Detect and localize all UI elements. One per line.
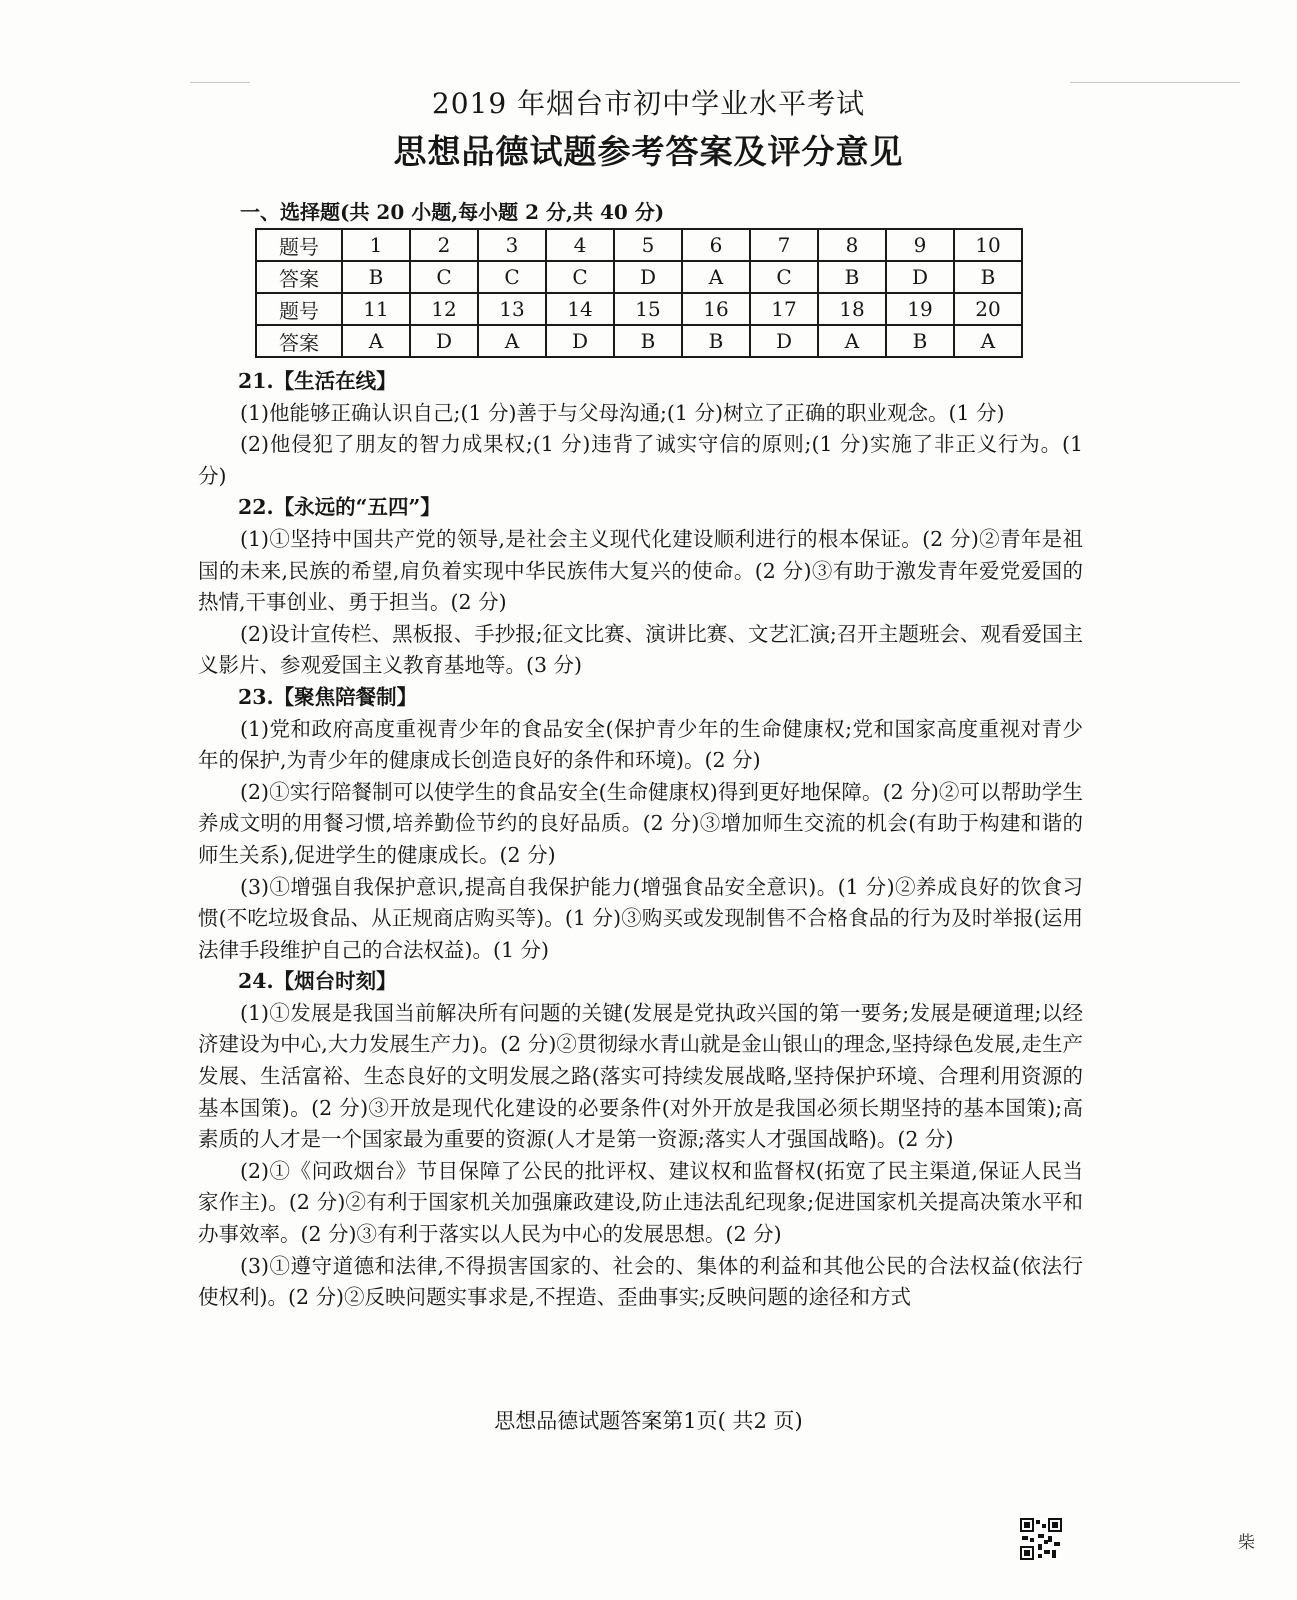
- question-23-part-1: (1)党和政府高度重视青少年的食品安全(保护青少年的生命健康权;党和国家高度重视对青少年的保护,为青少年的健康成长创造良好的条件和环境)。(2 分): [198, 716, 1083, 773]
- table-cell: 4: [546, 229, 614, 261]
- table-cell: 16: [682, 293, 750, 325]
- table-row: [256, 325, 1022, 357]
- table-cell: B: [886, 325, 954, 357]
- table-cell: A: [954, 325, 1022, 357]
- table-cell: 17: [750, 293, 818, 325]
- question-24-part-3: (3)①遵守道德和法律,不得损害国家的、社会的、集体的利益和其他公民的合法权益(依法行使权利)。(2 分)②反映问题实事求是,不捏造、歪曲事实;反映问题的途径和方式: [198, 1253, 1083, 1310]
- page-footer: 思想品德试题答案第1页( 共2 页): [494, 1409, 803, 1433]
- answer-table: [255, 228, 1023, 358]
- row-header: 答案: [256, 325, 342, 357]
- table-row: [256, 293, 1022, 325]
- table-cell: 3: [478, 229, 546, 261]
- table-cell: D: [410, 325, 478, 357]
- page-title: 2019 年烟台市初中学业水平考试: [431, 87, 866, 120]
- table-cell: B: [342, 261, 410, 293]
- question-21-part-2: (2)他侵犯了朋友的智力成果权;(1 分)违背了诚实守信的原则;(1 分)实施了非正义行为。(1 分): [198, 432, 1083, 488]
- table-cell: A: [818, 325, 886, 357]
- table-cell: 8: [818, 229, 886, 261]
- table-cell: 6: [682, 229, 750, 261]
- table-cell: D: [886, 261, 954, 293]
- question-24-heading: 24.【烟台时刻】: [238, 969, 397, 994]
- answer-body: [198, 366, 1083, 1314]
- question-24-part-2: (2)①《问政烟台》节目保障了公民的批评权、建议权和监督权(拓宽了民主渠道,保证人民当家作主)。(2 分)②有利于国家机关加强廉政建设,防止违法乱纪现象;促进国家机关提高决策水平和办事效率。(2 分)③有利于落实以人民为中心的发展思想。(2 分): [198, 1158, 1083, 1247]
- table-cell: 9: [886, 229, 954, 261]
- table-cell: B: [614, 325, 682, 357]
- table-row: [256, 261, 1022, 293]
- table-cell: 13: [478, 293, 546, 325]
- qr-code-icon: [1020, 1518, 1062, 1560]
- table-cell: 1: [342, 229, 410, 261]
- table-cell: B: [954, 261, 1022, 293]
- table-cell: 20: [954, 293, 1022, 325]
- table-cell: D: [546, 325, 614, 357]
- question-23-heading: 23.【聚焦陪餐制】: [238, 684, 418, 709]
- row-header: 答案: [256, 261, 342, 293]
- table-cell: A: [342, 325, 410, 357]
- question-21-part-1: (1)他能够正确认识自己;(1 分)善于与父母沟通;(1 分)树立了正确的职业观念。(1 分): [240, 400, 1005, 425]
- question-21-heading: 21.【生活在线】: [238, 369, 397, 393]
- table-cell: 10: [954, 229, 1022, 261]
- table-cell: A: [478, 325, 546, 357]
- page-subtitle: 思想品德试题参考答案及评分意见: [393, 132, 904, 171]
- table-cell: 19: [886, 293, 954, 325]
- table-cell: C: [750, 261, 818, 293]
- table-cell: 14: [546, 293, 614, 325]
- table-cell: C: [410, 261, 478, 293]
- table-cell: 18: [818, 293, 886, 325]
- table-cell: C: [478, 261, 546, 293]
- table-cell: 7: [750, 229, 818, 261]
- table-cell: 15: [614, 293, 682, 325]
- section-heading-multiple-choice: 一、选择题(共 20 小题,每小题 2 分,共 40 分): [240, 200, 665, 224]
- table-cell: B: [818, 261, 886, 293]
- table-cell: B: [682, 325, 750, 357]
- question-22-part-1: (1)①坚持中国共产党的领导,是社会主义现代化建设顺利进行的根本保证。(2 分)②青年是祖国的未来,民族的希望,肩负着实现中华民族伟大复兴的使命。(2 分)③有助于激发青年爱党爱国的热情,干事创业、勇于担当。(2 分): [198, 526, 1083, 615]
- table-cell: 11: [342, 293, 410, 325]
- table-cell: 5: [614, 229, 682, 261]
- row-header: 题号: [256, 229, 342, 261]
- corner-character: 柴: [1238, 1533, 1255, 1553]
- question-23-part-3: (3)①增强自我保护意识,提高自我保护能力(增强食品安全意识)。(1 分)②养成良好的饮食习惯(不吃垃圾食品、从正规商店购买等)。(1 分)③购买或发现制售不合格食品的行为及时举报(运用法律手段维护自己的合法权益)。(1 分): [198, 874, 1083, 962]
- row-header: 题号: [256, 293, 342, 325]
- table-cell: A: [682, 261, 750, 293]
- question-23-part-2: (2)①实行陪餐制可以使学生的食品安全(生命健康权)得到更好地保障。(2 分)②可以帮助学生养成文明的用餐习惯,培养勤俭节约的良好品质。(2 分)③增加师生交流的机会(有助于构建和谐的师生关系),促进学生的健康成长。(2 分): [198, 779, 1083, 867]
- table-cell: 12: [410, 293, 478, 325]
- table-cell: D: [750, 325, 818, 357]
- table-cell: C: [546, 261, 614, 293]
- table-row: [256, 229, 1022, 261]
- question-24-part-1: (1)①发展是我国当前解决所有问题的关键(发展是党执政兴国的第一要务;发展是硬道理;以经济建设为中心,大力发展生产力)。(2 分)②贯彻绿水青山就是金山银山的理念,坚持绿色发展,走生产发展、生活富裕、生态良好的文明发展之路(落实可持续发展战略,坚持保护环境、合理利用资源的基本国策)。(2 分)③开放是现代化建设的必要条件(对外开放是我国必须长期坚持的基本国策);高素质的人才是一个国家最为重要的资源(人才是第一资源;落实人才强国战略)。(2 分): [198, 1000, 1083, 1152]
- table-cell: 2: [410, 229, 478, 261]
- question-22-heading: 22.【永远的“五四”】: [238, 495, 441, 520]
- question-22-part-2: (2)设计宣传栏、黑板报、手抄报;征文比赛、演讲比赛、文艺汇演;召开主题班会、观看爱国主义影片、参观爱国主义教育基地等。(3 分): [198, 621, 1083, 678]
- table-cell: D: [614, 261, 682, 293]
